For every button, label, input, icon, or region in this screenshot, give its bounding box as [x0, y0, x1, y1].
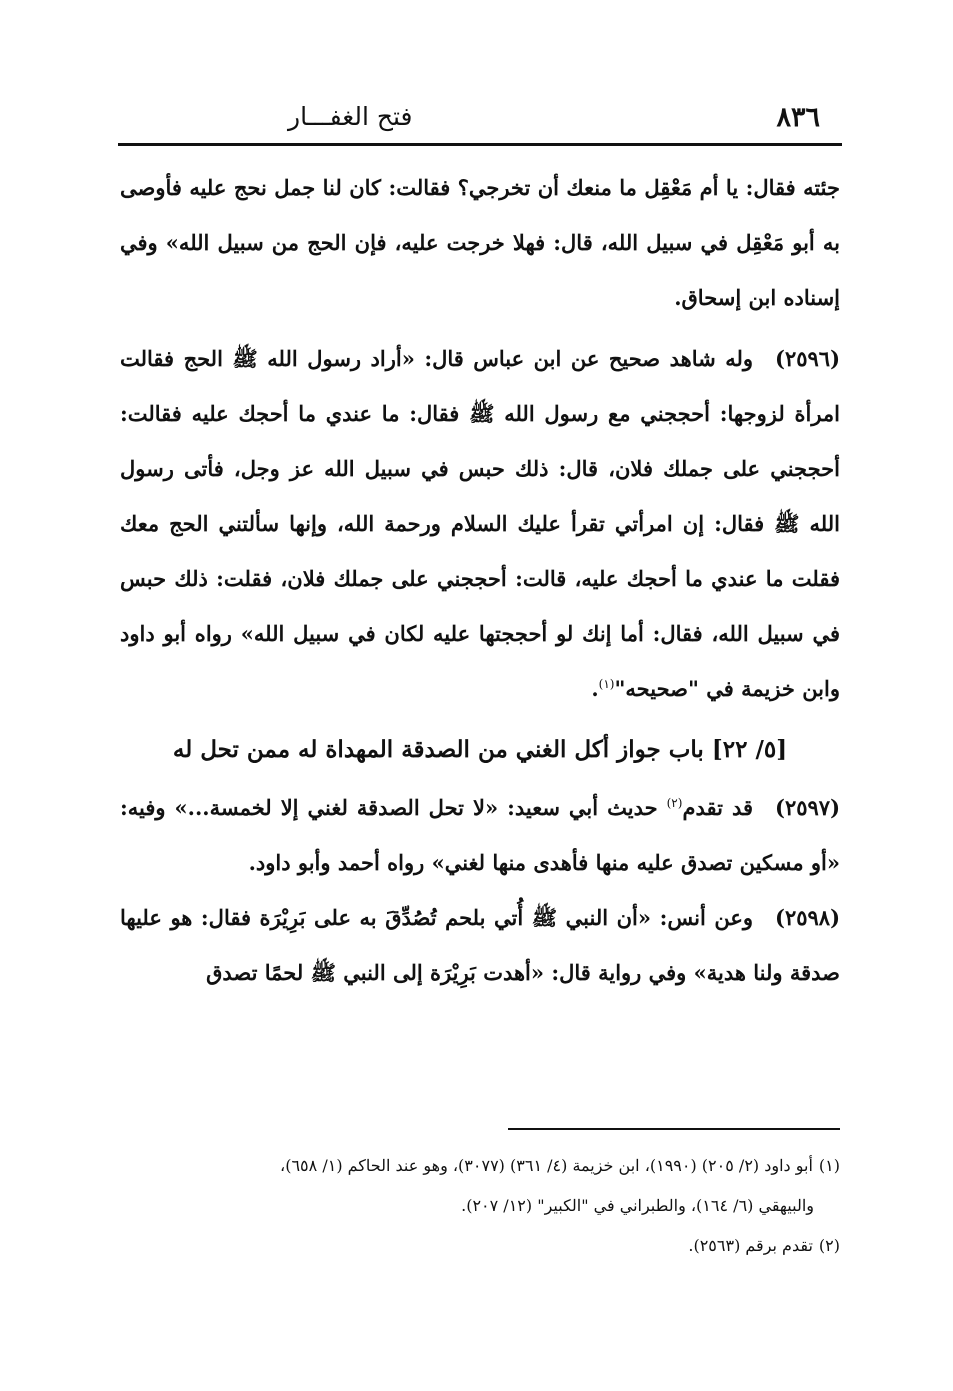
hadith-2598 [120, 890, 840, 1000]
footnote-2 [118, 1226, 840, 1266]
footnote-marker: (٢) [666, 796, 683, 810]
hadith-number: (٢٥٩٧) [775, 795, 841, 820]
hadith-2596 [120, 331, 840, 716]
footnote-marker: (١) [598, 677, 615, 691]
footnote-rule [508, 1128, 840, 1130]
header-rule [118, 143, 842, 146]
footnote-number: (١) [818, 1156, 840, 1175]
footnote-text: أبو داود (٢/ ٢٠٥) (١٩٩٠)، ابن خزيمة (٤/ ٣٦١) (٣٠٧٧)، وهو عند الحاكم (١/ ٦٥٨)، [280, 1156, 813, 1175]
footnote-text: تقدم برقم (٢٥٦٣). [688, 1236, 813, 1255]
chapter-heading: [٥/ ٢٢] باب جواز أكل الغني من الصدقة المهداة له ممن تحل له [172, 736, 788, 763]
footnote-number: (٢) [818, 1236, 840, 1255]
book-title: فتح الغفـــار [288, 102, 413, 131]
hadith-text: وله شاهد صحيح عن ابن عباس قال: «أراد رسول الله ﷺ الحج فقالت امرأة لزوجها: أحججني مع رسول الله ﷺ فقال: ما عندي ما أحجك عليه فقالت: أحججني على جملك فلان، قال: ذلك حبس في سبيل الله عز وجل، فأتى رسول الله ﷺ فقال: إن امرأتي تقرأ عليك السلام ورحمة الله، وإنها سألتني الحج معك فقلت ما عندي ما أحجك عليه، قالت: أحججني على جملك فلان، فقلت: ذلك حبس في سبيل الله، فقال: أما إنك لو أحججتها عليه لكان في سبيل الله» رواه أبو داود وابن خزيمة في "صحيحه" [120, 346, 840, 701]
running-header [118, 100, 842, 140]
main-text [120, 160, 840, 1000]
hadith-text-end: حديث أبي سعيد: «لا تحل الصدقة لغني إلا لخمسة...» وفيه: «أو مسكين تصدق عليه منها فأهدى منها لغني» رواه أحمد وأبو داود. [120, 795, 840, 875]
hadith-2597 [120, 780, 840, 890]
hadith-number: (٢٥٩٨) [775, 905, 840, 930]
hadith-text: وعن أنس: «أن النبي ﷺ أُتي بلحم تُصُدِّقَ به على بَرِيْرَة فقال: هو عليها صدقة ولنا هدية» وفي رواية قال: «أهدت بَرِيْرَة إلى النبي ﷺ لحمًا تصدق [120, 905, 840, 985]
footnote-1 [118, 1146, 840, 1186]
footnotes [118, 1146, 840, 1266]
paragraph-continuation: جئته فقال: يا أم مَعْقِل ما منعك أن تخرجي؟ فقالت: كان لنا جمل نحج عليه فأوصى به أبو مَعْقِل في سبيل الله، قال: فهلا خرجت عليه، فإن الحج من سبيل الله» وفي إسناده ابن إسحاق. [120, 175, 840, 310]
hadith-number: (٢٥٩٦) [775, 346, 840, 371]
footnote-1-continuation: والبيهقي (٦/ ١٦٤)، والطبراني في "الكبير" (١٢/ ٢٠٧). [461, 1196, 814, 1215]
hadith-text: قد تقدم [682, 795, 754, 820]
page-number: ٨٣٦ [776, 102, 820, 133]
hadith-text-end: . [591, 676, 599, 701]
